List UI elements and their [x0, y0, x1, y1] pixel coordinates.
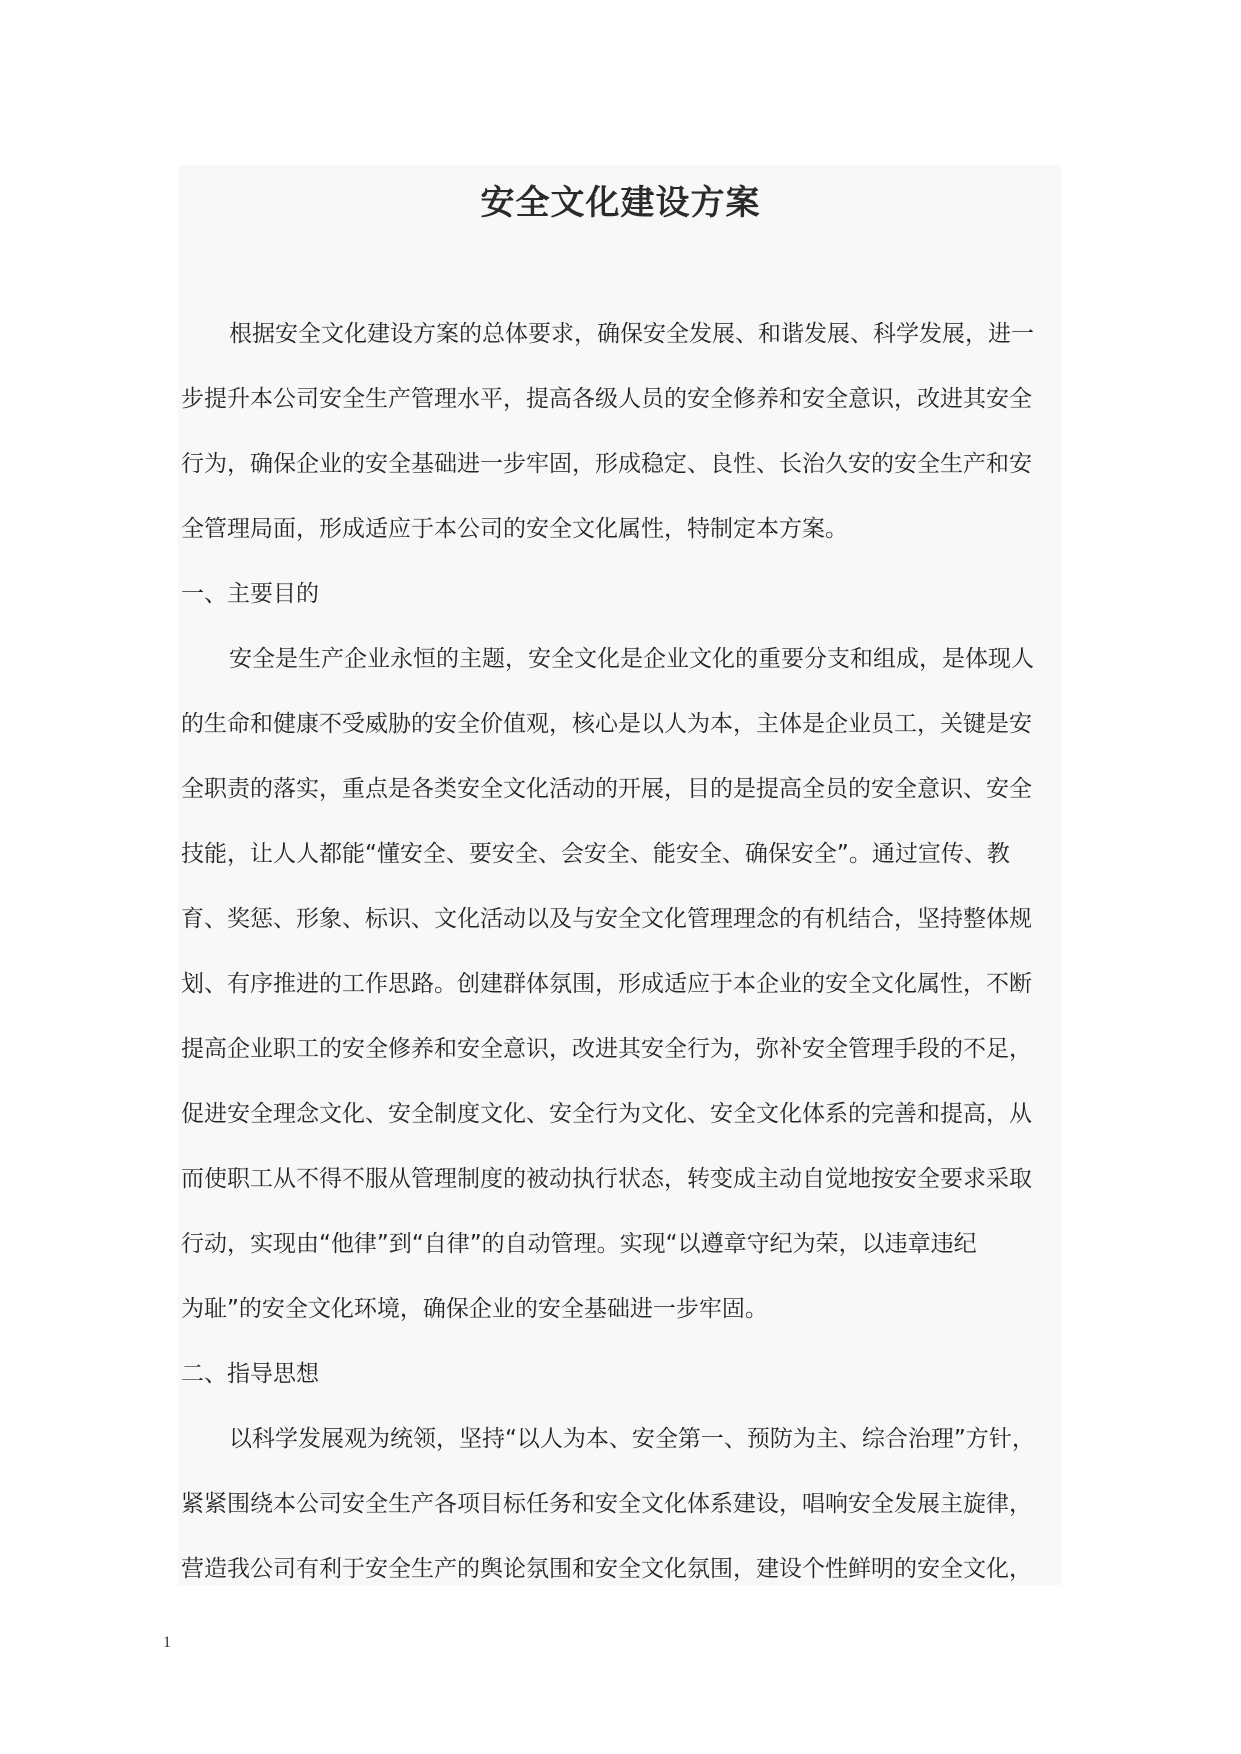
paragraph-line: 根据安全文化建设方案的总体要求，确保安全发展、和谐发展、科学发展，进一: [229, 321, 1034, 347]
section-heading: 二、指导思想: [181, 1361, 319, 1387]
paragraph-line: 行为，确保企业的安全基础进一步牢固，形成稳定、良性、长治久安的安全生产和安: [181, 451, 1032, 477]
paragraph-line: 全职责的落实，重点是各类安全文化活动的开展，目的是提高全员的安全意识、安全: [181, 776, 1032, 802]
paragraph-line: 为耻”的安全文化环境，确保企业的安全基础进一步牢固。: [181, 1296, 768, 1322]
paragraph-line: 紧紧围绕本公司安全生产各项目标任务和安全文化体系建设，唱响安全发展主旋律，: [181, 1491, 1032, 1517]
section-heading: 一、主要目的: [181, 581, 319, 607]
paragraph-line: 全管理局面，形成适应于本公司的安全文化属性，特制定本方案。: [181, 516, 848, 542]
paragraph-line: 育、奖惩、形象、标识、文化活动以及与安全文化管理理念的有机结合，坚持整体规: [181, 906, 1032, 932]
paragraph-line: 安全是生产企业永恒的主题，安全文化是企业文化的重要分支和组成，是体现人: [229, 646, 1034, 672]
paragraph-line: 划、有序推进的工作思路。创建群体氛围，形成适应于本企业的安全文化属性，不断: [181, 971, 1032, 997]
paragraph-line: 行动，实现由“他律”到“自律”的自动管理。实现“以遵章守纪为荣，以违章违纪: [181, 1231, 977, 1257]
paragraph-line: 营造我公司有利于安全生产的舆论氛围和安全文化氛围，建设个性鲜明的安全文化，: [181, 1556, 1032, 1582]
document-title: 安全文化建设方案: [480, 183, 761, 223]
paragraph-line: 的生命和健康不受威胁的安全价值观，核心是以人为本，主体是企业员工，关键是安: [181, 711, 1032, 737]
paragraph-line: 以科学发展观为统领，坚持“以人为本、安全第一、预防为主、综合治理”方针，: [229, 1426, 1035, 1452]
paragraph-line: 步提升本公司安全生产管理水平，提高各级人员的安全修养和安全意识，改进其安全: [181, 386, 1032, 412]
paragraph-line: 提高企业职工的安全修养和安全意识，改进其安全行为，弥补安全管理手段的不足，: [181, 1036, 1032, 1062]
paragraph-line: 技能，让人人都能“懂安全、要安全、会安全、能安全、确保安全”。通过宣传、教: [181, 841, 1010, 867]
paragraph-line: 促进安全理念文化、安全制度文化、安全行为文化、安全文化体系的完善和提高，从: [181, 1101, 1032, 1127]
page-number: 1: [163, 1634, 171, 1651]
paragraph-line: 而使职工从不得不服从管理制度的被动执行状态，转变成主动自觉地按安全要求采取: [181, 1166, 1032, 1192]
